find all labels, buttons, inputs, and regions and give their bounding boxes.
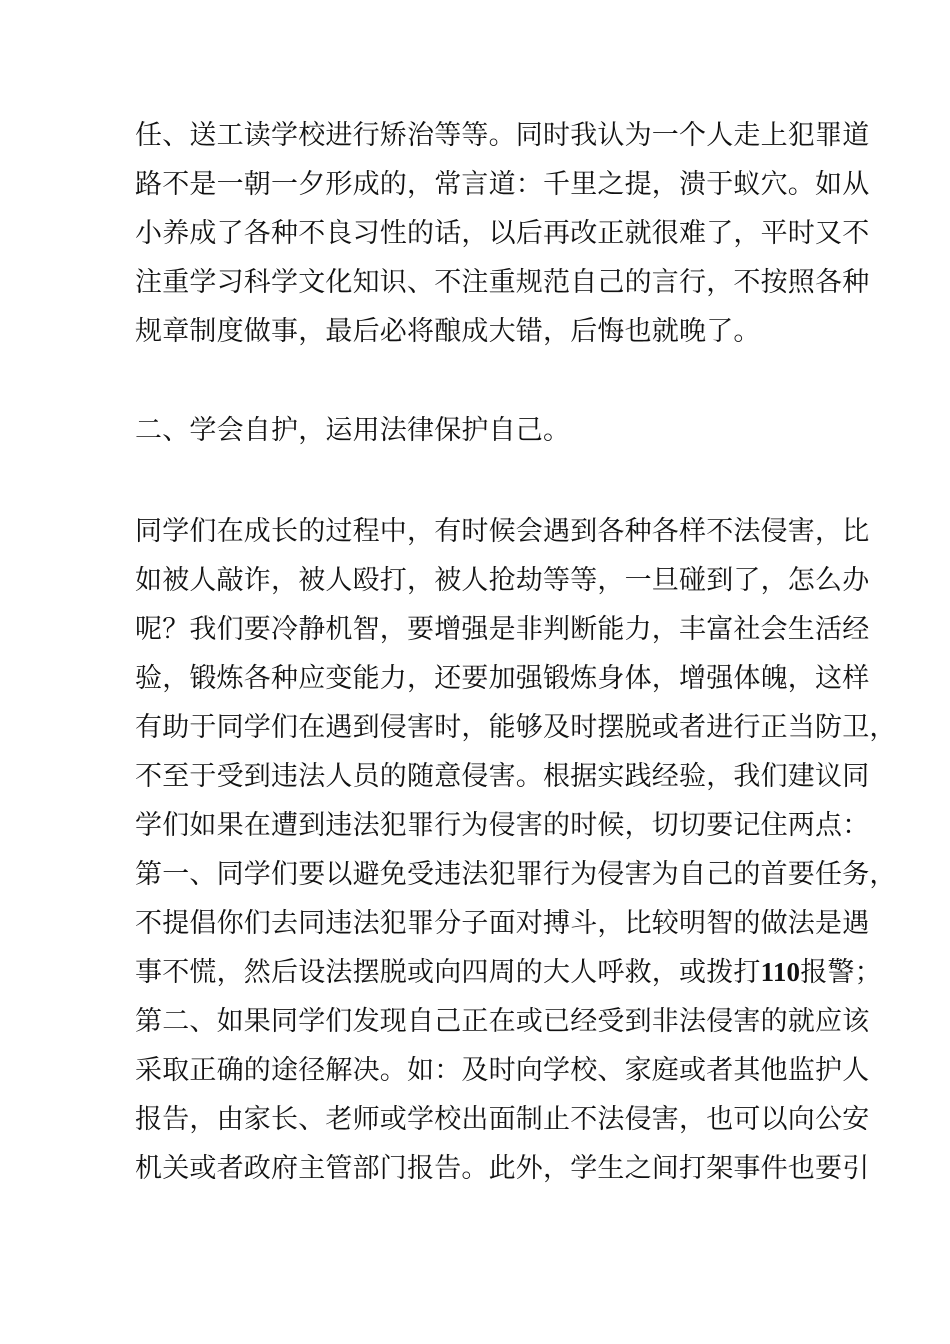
text-line-part: 报警； (800, 957, 882, 988)
text-line: 验，锻炼各种应变能力，还要加强锻炼身体，增强体魄，这样 (135, 663, 870, 694)
section-heading (135, 406, 835, 455)
text-line: 不提倡你们去同违法犯罪分子面对搏斗，比较明智的做法是遇 (135, 908, 870, 939)
text-line: 路不是一朝一夕形成的，常言道：千里之提，溃于蚁穴。如从 (135, 169, 870, 200)
text-line: 有助于同学们在遇到侵害时，能够及时摆脱或者进行正当防卫， (135, 712, 897, 743)
text-line: 注重学习科学文化知识、不注重规范自己的言行，不按照各种 (135, 267, 870, 298)
text-line: 呢？我们要冷静机智，要增强是非判断能力，丰富社会生活经 (135, 614, 870, 645)
text-line: 第一、同学们要以避免受违法犯罪行为侵害为自己的首要任务， (135, 859, 897, 890)
paragraph-self-protection (135, 507, 897, 1193)
text-line: 机关或者政府主管部门报告。此外，学生之间打架事件也要引 (135, 1153, 870, 1184)
section-heading-text: 二、学会自护，运用法律保护自己。 (135, 415, 571, 446)
text-line: 规章制度做事，最后必将酿成大错，后悔也就晚了。 (135, 316, 761, 347)
text-line: 如被人敲诈，被人殴打，被人抢劫等等，一旦碰到了，怎么办 (135, 565, 870, 596)
text-line: 不至于受到违法人员的随意侵害。根据实践经验，我们建议同 (135, 761, 870, 792)
text-line: 小养成了各种不良习性的话，以后再改正就很难了，平时又不 (135, 218, 870, 249)
text-line: 报告，由家长、老师或学校出面制止不法侵害，也可以向公安 (135, 1104, 870, 1135)
text-line: 采取正确的途径解决。如：及时向学校、家庭或者其他监护人 (135, 1055, 870, 1086)
paragraph-reform-cause (135, 111, 870, 356)
emergency-number: 110 (760, 957, 801, 987)
text-line: 第二、如果同学们发现自己正在或已经受到非法侵害的就应该 (135, 1006, 870, 1037)
text-line: 学们如果在遭到违法犯罪行为侵害的时候，切切要记住两点： (135, 810, 870, 841)
text-line: 任、送工读学校进行矫治等等。同时我认为一个人走上犯罪道 (135, 120, 870, 151)
text-line (135, 948, 882, 997)
text-line: 同学们在成长的过程中，有时候会遇到各种各样不法侵害，比 (135, 516, 870, 547)
text-line-part: 事不慌，然后设法摆脱或向四周的大人呼救，或拨打 (135, 957, 761, 988)
